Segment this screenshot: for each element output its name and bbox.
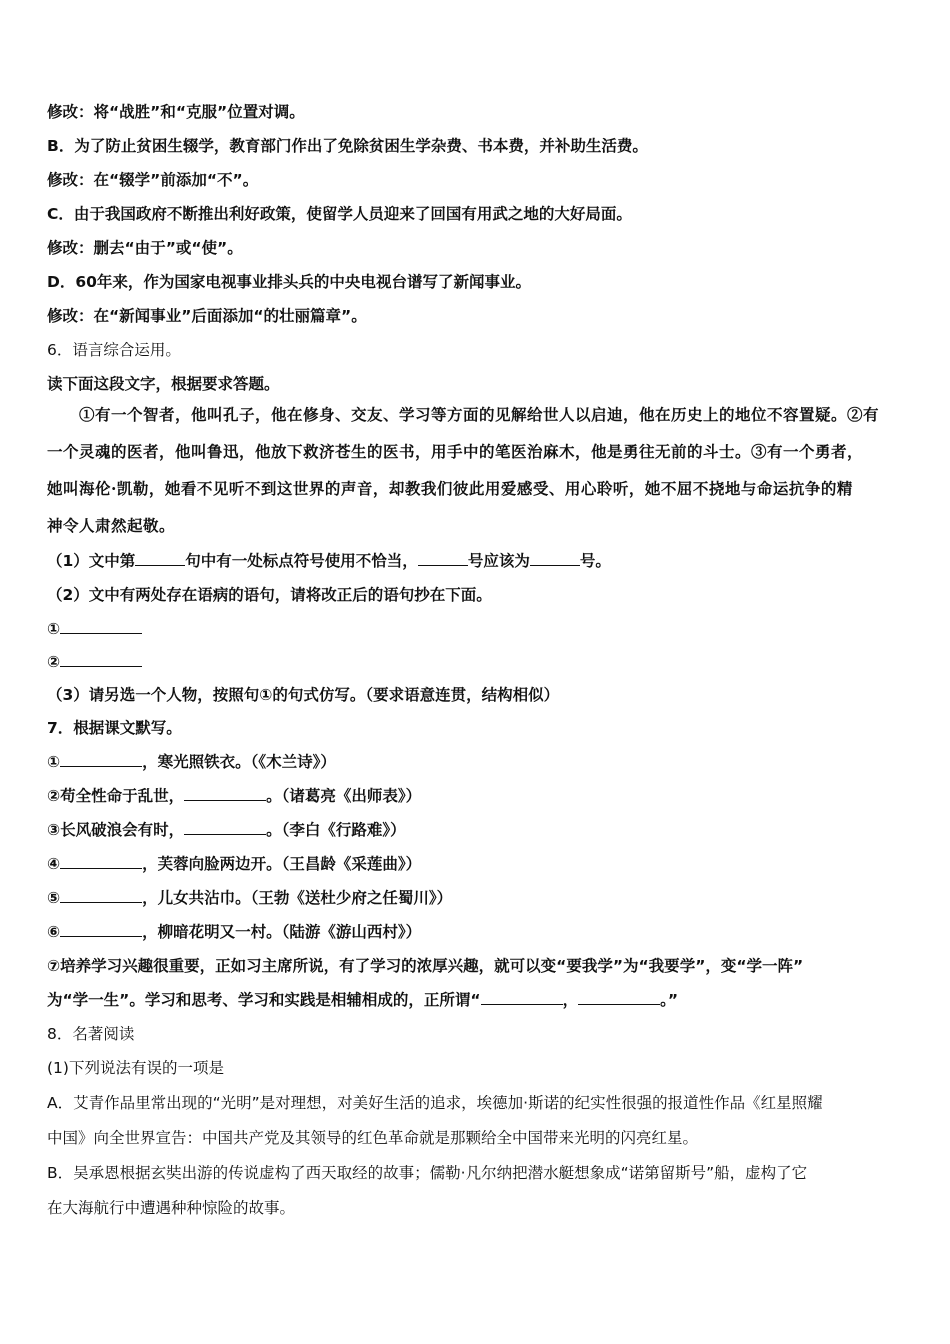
text-line: 修改：在“辍学”前添加“不”。 (47, 171, 259, 189)
option-a-line1: A．艾青作品里常出现的“光明”是对理想，对美好生活的追求，埃德加·斯诺的纪实性很强的报道性作品《红星照耀 (47, 1094, 823, 1112)
passage-line: 一个灵魂的医者，他叫鲁迅，他放下救济苍生的医书，用手中的笔医治麻木，他是勇往无前的斗士。③有一个勇者， (47, 442, 864, 461)
instruction: 读下面这段文字，根据要求答题。 (47, 375, 280, 393)
text-line: 修改：将“战胜”和“克服”位置对调。 (47, 103, 305, 121)
question-title: 6．语言综合运用。 (47, 341, 181, 359)
recite-item: ②苟全性命于乱世， 。（诸葛亮《出师表》） (47, 787, 422, 805)
answer-blank[interactable] (60, 888, 142, 903)
recite-item: ④ ，芙蓉向脸两边开。（王昌龄《采莲曲》） (47, 855, 422, 873)
recite-item: ③长风破浪会有时， 。（李白《行路难》） (47, 821, 406, 839)
answer-blank[interactable] (60, 619, 142, 634)
q6-answer-1: ① (47, 618, 905, 640)
answer-blank[interactable] (481, 990, 563, 1005)
q6-part1: （1）文中第 句中有一处标点符号使用不恰当， 号应该为 号。 (47, 552, 611, 570)
answer-blank[interactable] (578, 990, 660, 1005)
q6-part2: （2）文中有两处存在语病的语句，请将改正后的语句抄在下面。 (47, 586, 492, 604)
question-title: 7．根据课文默写。 (47, 719, 182, 737)
option-a-line2: 中国》向全世界宣告：中国共产党及其领导的红色革命就是那颗给全中国带来光明的闪亮红星。 (47, 1129, 699, 1147)
text-line: 修改：删去“由于”或“使”。 (47, 239, 243, 257)
answer-blank[interactable] (184, 820, 266, 835)
question-title: 8．名著阅读 (47, 1025, 135, 1043)
q6-answer-2: ② (47, 651, 905, 673)
passage-line: 神令人肃然起敬。 (47, 516, 176, 535)
answer-blank[interactable] (60, 922, 142, 937)
recite-item: ⑤ ，儿女共沾巾。（王勃《送杜少府之任蜀川》） (47, 889, 453, 907)
text-line: C．由于我国政府不断推出利好政策，使留学人员迎来了回国有用武之地的大好局面。 (47, 205, 632, 223)
text-line: B．为了防止贫困生辍学，教育部门作出了免除贫困生学杂费、书本费，并补助生活费。 (47, 137, 648, 155)
sub-question: (1)下列说法有误的一项是 (47, 1059, 224, 1077)
text-line: D．60年来，作为国家电视事业排头兵的中央电视台谱写了新闻事业。 (47, 273, 531, 291)
recite-item: ⑥ ，柳暗花明又一村。（陆游《游山西村》） (47, 923, 422, 941)
passage-line: 她叫海伦·凯勒，她看不见听不到这世界的声音，却教我们彼此用爱感受、用心聆听，她不屈不挠地与命运抗争的精 (47, 479, 853, 498)
answer-blank[interactable] (60, 854, 142, 869)
option-b-line2: 在大海航行中遭遇种种惊险的故事。 (47, 1199, 296, 1217)
passage-line: ①有一个智者，他叫孔子，他在修身、交友、学习等方面的见解给世人以启迪，他在历史上的地位不容置疑。②有 (79, 405, 880, 424)
answer-blank[interactable] (60, 752, 142, 767)
recite-item-7-line1: ⑦培养学习兴趣很重要，正如习主席所说，有了学习的浓厚兴趣，就可以变“要我学”为“我要学”，变“学一阵” (47, 957, 804, 975)
answer-blank[interactable] (418, 551, 468, 566)
q6-part3: （3）请另选一个人物，按照句①的句式仿写。（要求语意连贯，结构相似） (47, 686, 560, 704)
recite-item: ① ，寒光照铁衣。（《木兰诗》） (47, 753, 336, 771)
text-line: 修改：在“新闻事业”后面添加“的壮丽篇章”。 (47, 307, 367, 325)
answer-blank[interactable] (60, 652, 142, 667)
answer-blank[interactable] (135, 551, 185, 566)
answer-blank[interactable] (184, 786, 266, 801)
recite-item-7-line2: 为“学一生”。学习和思考、学习和实践是相辅相成的，正所谓“ ， 。” (47, 991, 679, 1009)
option-b-line1: B．吴承恩根据玄奘出游的传说虚构了西天取经的故事；儒勒·凡尔纳把潜水艇想象成“诺第留斯号”船，虚构了它 (47, 1164, 808, 1182)
answer-blank[interactable] (530, 551, 580, 566)
